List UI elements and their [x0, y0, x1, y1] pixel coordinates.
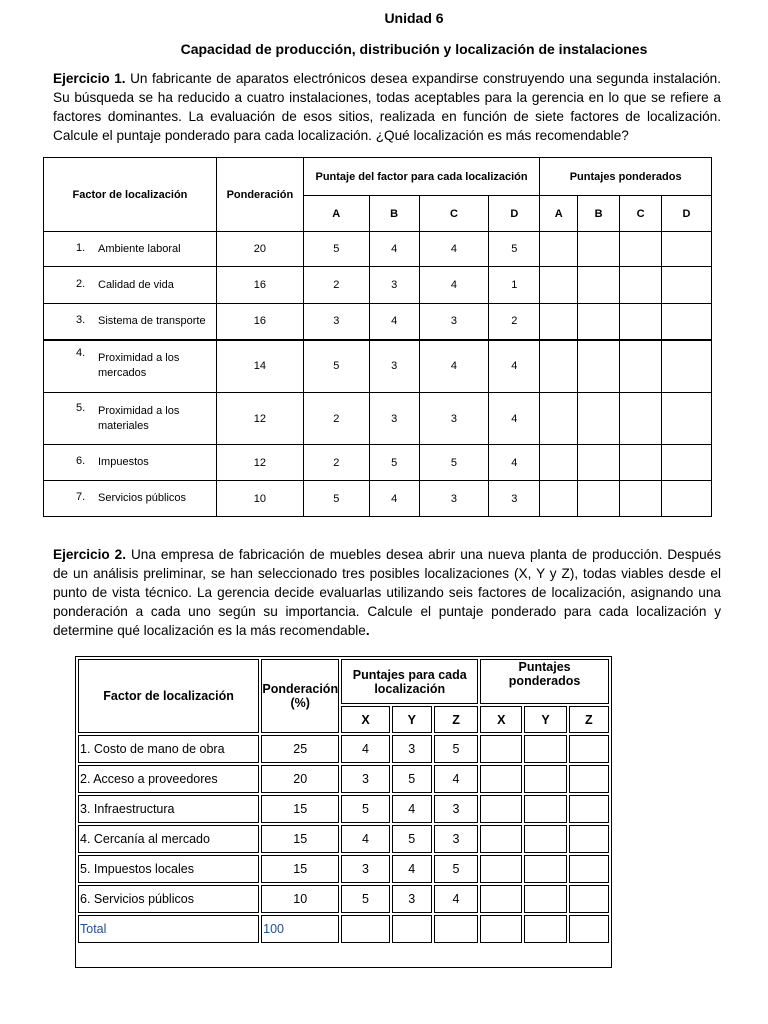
- table-row: [44, 267, 712, 304]
- t2-factor-cell: 5. Impuestos locales: [78, 855, 259, 883]
- t1-score-cell: 4: [369, 304, 419, 340]
- t2-weighted-cell[interactable]: [524, 825, 566, 853]
- t1-header-weighted-loc: A: [540, 196, 578, 232]
- table-row: [44, 232, 712, 267]
- t2-score-cell: 3: [392, 735, 432, 763]
- t2-weighted-cell[interactable]: [569, 885, 609, 913]
- t2-weight-cell: 10: [261, 885, 339, 913]
- t1-weighted-cell[interactable]: [540, 481, 578, 517]
- exercise-2-table: [76, 657, 611, 945]
- t1-factor-cell: 7. Servicios públicos: [44, 481, 217, 517]
- table-row: [78, 765, 609, 793]
- t2-score-cell: 3: [434, 825, 478, 853]
- t2-weighted-cell[interactable]: [569, 765, 609, 793]
- t1-score-cell: 3: [419, 304, 489, 340]
- t1-score-cell: 2: [303, 267, 369, 304]
- t1-weighted-cell[interactable]: [578, 304, 620, 340]
- t2-score-cell: 4: [434, 765, 478, 793]
- exercise-1-label: Ejercicio 1.: [53, 71, 126, 86]
- t1-header-loc: A: [303, 196, 369, 232]
- t1-weighted-cell[interactable]: [578, 267, 620, 304]
- t1-weighted-cell[interactable]: [540, 340, 578, 393]
- t2-header-weighted-loc: Z: [569, 706, 609, 733]
- t2-header-weighted-loc: X: [480, 706, 522, 733]
- t1-weighted-cell[interactable]: [662, 340, 712, 393]
- t1-weighted-cell[interactable]: [578, 393, 620, 445]
- t2-factor-cell: 4. Cercanía al mercado: [78, 825, 259, 853]
- table-row-total: [78, 915, 609, 943]
- t2-header-loc: X: [341, 706, 389, 733]
- document-title: Capacidad de producción, distribución y localización de instalaciones: [180, 41, 648, 57]
- t2-factor-cell: 2. Acceso a proveedores: [78, 765, 259, 793]
- t2-score-cell: 4: [341, 735, 389, 763]
- t1-header-loc: D: [489, 196, 540, 232]
- t2-total-cell[interactable]: [569, 915, 609, 943]
- t1-factor-cell: 1. Ambiente laboral: [44, 232, 217, 267]
- t2-weighted-cell[interactable]: [524, 855, 566, 883]
- t1-header-weighted: Puntajes ponderados: [540, 158, 712, 196]
- t2-weighted-cell[interactable]: [480, 855, 522, 883]
- t1-weight-cell: 12: [216, 445, 303, 481]
- t1-weighted-cell[interactable]: [540, 304, 578, 340]
- t2-total-label: Total: [78, 915, 259, 943]
- t1-score-cell: 4: [369, 232, 419, 267]
- t2-total-cell[interactable]: [434, 915, 478, 943]
- t1-score-cell: 3: [303, 304, 369, 340]
- table-row: [78, 825, 609, 853]
- t1-header-loc: B: [369, 196, 419, 232]
- t2-score-cell: 4: [341, 825, 389, 853]
- t1-weight-cell: 10: [216, 481, 303, 517]
- t2-header-loc: Y: [392, 706, 432, 733]
- t1-weight-cell: 20: [216, 232, 303, 267]
- t1-weight-cell: 12: [216, 393, 303, 445]
- t1-score-cell: 4: [369, 481, 419, 517]
- t2-total-cell[interactable]: [480, 915, 522, 943]
- t1-weighted-cell[interactable]: [662, 267, 712, 304]
- t1-weight-cell: 14: [216, 340, 303, 393]
- t2-header-weighted-loc: Y: [524, 706, 566, 733]
- t2-header-loc: Z: [434, 706, 478, 733]
- t1-weighted-cell[interactable]: [620, 340, 662, 393]
- t2-weighted-cell[interactable]: [524, 735, 566, 763]
- t1-factor-cell: 4. Proximidad a los mercados: [44, 340, 217, 393]
- t2-score-cell: 4: [434, 885, 478, 913]
- t2-weighted-cell[interactable]: [524, 765, 566, 793]
- table-row: [44, 445, 712, 481]
- table-row: [44, 481, 712, 517]
- table-row: [78, 885, 609, 913]
- t1-weighted-cell[interactable]: [662, 393, 712, 445]
- t2-score-cell: 4: [392, 795, 432, 823]
- t1-weighted-cell[interactable]: [662, 304, 712, 340]
- t1-score-cell: 2: [489, 304, 540, 340]
- t2-weight-cell: 15: [261, 825, 339, 853]
- t2-total-cell[interactable]: [392, 915, 432, 943]
- t2-header-factor: Factor de localización: [78, 659, 259, 733]
- t1-score-cell: 3: [369, 340, 419, 393]
- t1-weighted-cell[interactable]: [620, 304, 662, 340]
- t2-weight-cell: 15: [261, 855, 339, 883]
- table-row: [44, 340, 712, 393]
- exercise-2-table-frame: [75, 656, 612, 968]
- t2-score-cell: 3: [341, 855, 389, 883]
- t1-weighted-cell[interactable]: [662, 232, 712, 267]
- t2-weight-cell: 15: [261, 795, 339, 823]
- t1-score-cell: 4: [489, 340, 540, 393]
- exercise-2-label: Ejercicio 2.: [53, 547, 126, 562]
- table-row: [44, 304, 712, 340]
- t1-header-weight: Ponderación: [216, 158, 303, 232]
- t1-factor-cell: 3. Sistema de transporte: [44, 304, 217, 340]
- unit-title: Unidad 6: [384, 10, 444, 26]
- t2-weighted-cell[interactable]: [480, 765, 522, 793]
- t2-score-cell: 5: [434, 735, 478, 763]
- t2-weighted-cell[interactable]: [480, 735, 522, 763]
- t1-weighted-cell[interactable]: [620, 267, 662, 304]
- t2-weight-cell: 25: [261, 735, 339, 763]
- t1-score-cell: 3: [419, 481, 489, 517]
- t1-header-loc: C: [419, 196, 489, 232]
- t1-header-weighted-loc: C: [620, 196, 662, 232]
- t1-factor-cell: 5. Proximidad a los materiales: [44, 393, 217, 445]
- t1-score-cell: 3: [419, 393, 489, 445]
- t1-weight-cell: 16: [216, 304, 303, 340]
- t2-score-cell: 3: [341, 765, 389, 793]
- t2-score-cell: 5: [341, 795, 389, 823]
- t1-score-cell: 4: [419, 232, 489, 267]
- t2-header-weighted: Puntajes ponderados: [480, 659, 609, 704]
- t1-weighted-cell[interactable]: [620, 445, 662, 481]
- exercise-1-table: [43, 157, 712, 517]
- table-row: [78, 855, 609, 883]
- t1-header-scores: Puntaje del factor para cada localización: [303, 158, 539, 196]
- t1-weighted-cell[interactable]: [578, 232, 620, 267]
- t1-score-cell: 2: [303, 393, 369, 445]
- t1-weighted-cell[interactable]: [578, 340, 620, 393]
- t1-header-factor: Factor de localización: [44, 158, 217, 232]
- table-row: [78, 735, 609, 763]
- exercise-2-period: .: [365, 623, 370, 638]
- t1-weighted-cell[interactable]: [578, 445, 620, 481]
- t1-score-cell: 3: [369, 393, 419, 445]
- t2-weighted-cell[interactable]: [569, 795, 609, 823]
- t1-weighted-cell[interactable]: [662, 481, 712, 517]
- t1-score-cell: 1: [489, 267, 540, 304]
- t1-score-cell: 5: [419, 445, 489, 481]
- t1-header-weighted-loc: D: [662, 196, 712, 232]
- t1-weighted-cell[interactable]: [620, 481, 662, 517]
- t2-weighted-cell[interactable]: [480, 795, 522, 823]
- t1-score-cell: 2: [303, 445, 369, 481]
- t2-score-cell: 3: [392, 885, 432, 913]
- t2-factor-cell: 6. Servicios públicos: [78, 885, 259, 913]
- t2-score-cell: 5: [341, 885, 389, 913]
- t2-factor-cell: 3. Infraestructura: [78, 795, 259, 823]
- t1-weighted-cell[interactable]: [540, 393, 578, 445]
- t1-weighted-cell[interactable]: [620, 393, 662, 445]
- t1-score-cell: 5: [489, 232, 540, 267]
- t2-factor-cell: 1. Costo de mano de obra: [78, 735, 259, 763]
- t2-total-cell[interactable]: [341, 915, 389, 943]
- exercise-2-statement: [53, 545, 721, 640]
- t2-header-weight: Ponderación (%): [261, 659, 339, 733]
- t1-score-cell: 4: [419, 267, 489, 304]
- t1-header-weighted-loc: B: [578, 196, 620, 232]
- t1-score-cell: 3: [489, 481, 540, 517]
- t1-score-cell: 5: [303, 340, 369, 393]
- t2-score-cell: 4: [392, 855, 432, 883]
- t2-weighted-cell[interactable]: [569, 825, 609, 853]
- t2-header-scores: Puntajes para cada localización: [341, 659, 478, 704]
- t1-weight-cell: 16: [216, 267, 303, 304]
- t2-total-cell[interactable]: [524, 915, 566, 943]
- t2-weighted-cell[interactable]: [524, 795, 566, 823]
- t2-score-cell: 5: [392, 825, 432, 853]
- t1-score-cell: 3: [369, 267, 419, 304]
- t1-weighted-cell[interactable]: [540, 445, 578, 481]
- t1-weighted-cell[interactable]: [662, 445, 712, 481]
- t1-weighted-cell[interactable]: [578, 481, 620, 517]
- t2-total-weight: 100: [261, 915, 339, 943]
- t1-score-cell: 4: [489, 445, 540, 481]
- t1-factor-cell: 6. Impuestos: [44, 445, 217, 481]
- t1-weighted-cell[interactable]: [620, 232, 662, 267]
- t1-factor-cell: 2. Calidad de vida: [44, 267, 217, 304]
- t2-weighted-cell[interactable]: [480, 885, 522, 913]
- t2-score-cell: 5: [434, 855, 478, 883]
- table-row: [78, 795, 609, 823]
- t2-score-cell: 3: [434, 795, 478, 823]
- exercise-1-text: Un fabricante de aparatos electrónicos desea expandirse construyendo una segunda instalación. Su búsqueda se ha reducido a cuatro instalaciones, todas aceptables para la gerencia en lo que se refiere a factores dominantes. La evaluación de esos sitios, realizada en función de siete factores de localización. Calcule el puntaje ponderado para cada localización. ¿Qué localización es más recomendable?: [53, 71, 721, 143]
- t1-score-cell: 4: [419, 340, 489, 393]
- t1-score-cell: 4: [489, 393, 540, 445]
- t2-weighted-cell[interactable]: [569, 855, 609, 883]
- t2-weight-cell: 20: [261, 765, 339, 793]
- t1-score-cell: 5: [369, 445, 419, 481]
- t2-score-cell: 5: [392, 765, 432, 793]
- t1-weighted-cell[interactable]: [540, 232, 578, 267]
- t1-score-cell: 5: [303, 481, 369, 517]
- exercise-1-statement: [53, 69, 721, 145]
- t2-weighted-cell[interactable]: [569, 735, 609, 763]
- t2-weighted-cell[interactable]: [524, 885, 566, 913]
- t1-weighted-cell[interactable]: [540, 267, 578, 304]
- t2-weighted-cell[interactable]: [480, 825, 522, 853]
- table-row: [44, 393, 712, 445]
- t1-score-cell: 5: [303, 232, 369, 267]
- exercise-2-text: Una empresa de fabricación de muebles desea abrir una nueva planta de producción. Después de un análisis preliminar, se han seleccionado tres posibles localizaciones (X, Y y Z), todas viables desde el punto de vista técnico. La gerencia decide evaluarlas utilizando seis factores de localización, asignando una ponderación a cada uno según su importancia. Calcule el puntaje ponderado para cada localización y determine qué localización es la más recomendable: [53, 547, 721, 638]
